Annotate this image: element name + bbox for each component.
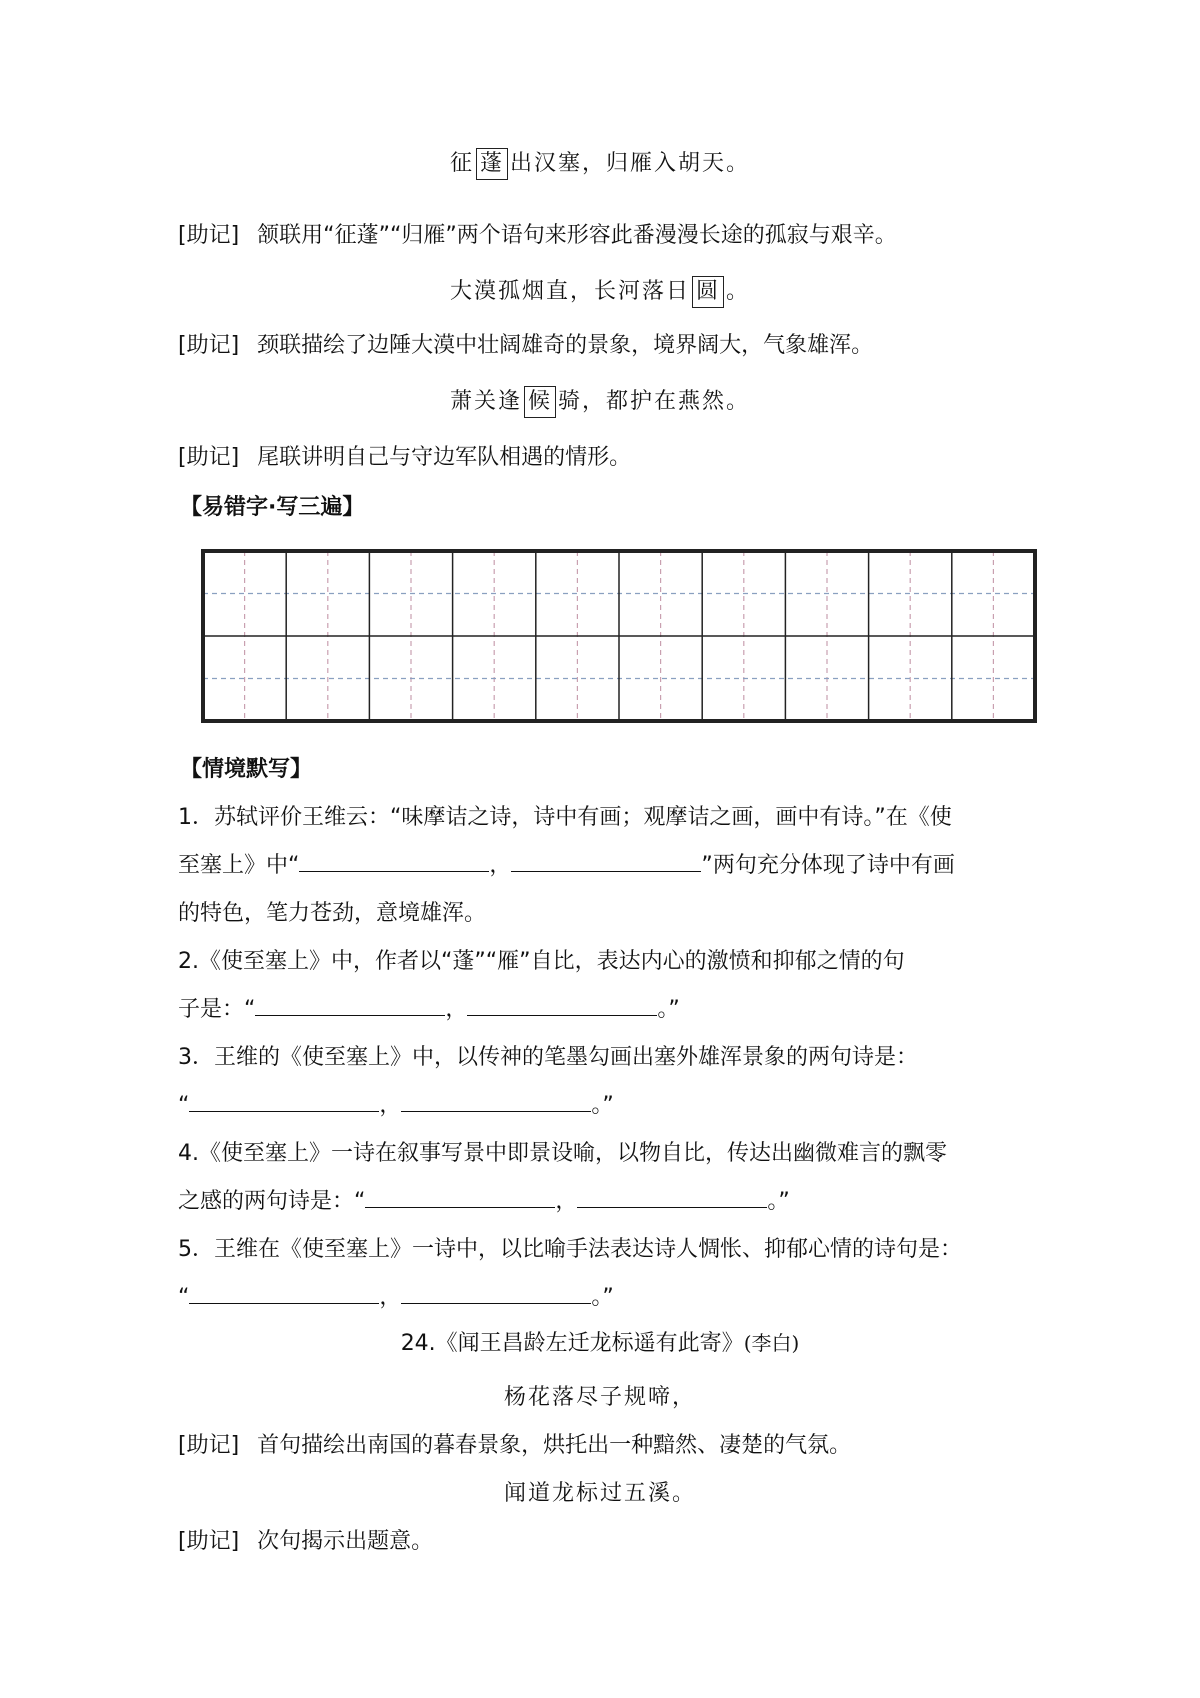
answer-blank[interactable]	[511, 851, 701, 872]
section-heading-error-chars: 【易错字·写三遍】	[180, 495, 365, 520]
note-text: 颔联用“征蓬”“归雁”两个语句来形容此番漫漫长途的孤寂与艰辛。	[257, 223, 897, 248]
poem-text: 出汉塞，归雁入胡天。	[510, 151, 751, 176]
q-text: 之感的两句诗是：“	[178, 1189, 366, 1214]
question-3-line-2	[178, 1088, 614, 1119]
poem-line: 闻道龙标过五溪。	[503, 1481, 696, 1506]
boxed-character: 圆	[692, 276, 724, 308]
mnemonic-tag: [助记]	[178, 223, 240, 248]
answer-blank[interactable]	[255, 995, 445, 1016]
question-2-line-1: 2.《使至塞上》中，作者以“蓬”“雁”自比，表达内心的激愤和抑郁之情的句	[178, 949, 905, 974]
note-text: 次句揭示出题意。	[257, 1529, 434, 1554]
answer-blank[interactable]	[189, 1091, 379, 1112]
q-text: ，	[379, 1093, 402, 1118]
answer-blank[interactable]	[365, 1187, 555, 1208]
question-1-line-3: 的特色，笔力苍劲，意境雄浑。	[178, 901, 487, 926]
mnemonic-tag: [助记]	[178, 445, 240, 470]
note-text: 颈联描绘了边陲大漠中壮阔雄奇的景象，境界阔大，气象雄浑。	[257, 333, 874, 358]
q-text: 。”	[657, 997, 680, 1022]
poem-text: 。	[726, 279, 751, 304]
q-text: ，	[555, 1189, 578, 1214]
poem-line	[0, 384, 1200, 418]
question-5-line-1: 5．王维在《使至塞上》一诗中，以比喻手法表达诗人惆怅、抑郁心情的诗句是：	[178, 1237, 962, 1262]
q-text: 。”	[767, 1189, 790, 1214]
mnemonic-note	[178, 218, 897, 249]
mnemonic-tag: [助记]	[178, 1529, 240, 1554]
question-1-line-2	[178, 848, 955, 879]
q-text: “	[178, 1093, 190, 1118]
note-text: 首句描绘出南国的暮春景象，烘托出一种黯然、凄楚的气氛。	[257, 1433, 852, 1458]
q-text: ，	[445, 997, 468, 1022]
mnemonic-tag: [助记]	[178, 333, 240, 358]
q-text: 子是：“	[178, 997, 256, 1022]
mnemonic-note	[178, 1428, 851, 1459]
mnemonic-note	[178, 440, 631, 471]
q-text: ，	[379, 1285, 402, 1310]
q-text: ”两句充分体现了诗中有画	[701, 853, 955, 878]
writing-grid[interactable]	[200, 548, 1038, 724]
question-5-line-2	[178, 1280, 614, 1311]
mnemonic-tag: [助记]	[178, 1433, 240, 1458]
question-1-line-1: 1．苏轼评价王维云：“味摩诘之诗，诗中有画；观摩诘之画，画中有诗。”在《使	[178, 805, 952, 830]
q-text: 。”	[591, 1093, 614, 1118]
answer-blank[interactable]	[189, 1283, 379, 1304]
answer-blank[interactable]	[577, 1187, 767, 1208]
poem-title	[0, 1326, 1200, 1357]
poem-text: 萧关逢	[449, 389, 522, 414]
question-3-line-1: 3．王维的《使至塞上》中，以传神的笔墨勾画出塞外雄浑景象的两句诗是：	[178, 1045, 918, 1070]
boxed-character: 候	[524, 386, 556, 418]
boxed-character: 蓬	[476, 148, 508, 180]
poem-line: 杨花落尽子规啼，	[503, 1385, 696, 1410]
poem-line	[0, 146, 1200, 180]
q-text: 。”	[591, 1285, 614, 1310]
q-text: 至塞上》中“	[178, 853, 300, 878]
poem-text: 大漠孤烟直，长河落日	[449, 279, 690, 304]
poem-text: 征	[449, 151, 474, 176]
q-text: “	[178, 1285, 190, 1310]
question-4-line-1: 4.《使至塞上》一诗在叙事写景中即景设喻，以物自比，传达出幽微难言的飘零	[178, 1141, 947, 1166]
answer-blank[interactable]	[467, 995, 657, 1016]
section-heading-recite: 【情境默写】	[180, 757, 313, 782]
note-text: 尾联讲明自己与守边军队相遇的情形。	[257, 445, 632, 470]
answer-blank[interactable]	[401, 1283, 591, 1304]
q-text: ，	[489, 853, 512, 878]
poem-text: 骑，都护在燕然。	[558, 389, 751, 414]
poem-line	[0, 274, 1200, 308]
mnemonic-note	[178, 328, 873, 359]
question-4-line-2	[178, 1184, 790, 1215]
answer-blank[interactable]	[299, 851, 489, 872]
mnemonic-note	[178, 1524, 433, 1555]
poem-title-text: 24.《闻王昌龄左迁龙标遥有此寄》	[400, 1331, 744, 1356]
poem-author: (李白)	[743, 1331, 800, 1355]
question-2-line-2	[178, 992, 680, 1023]
answer-blank[interactable]	[401, 1091, 591, 1112]
